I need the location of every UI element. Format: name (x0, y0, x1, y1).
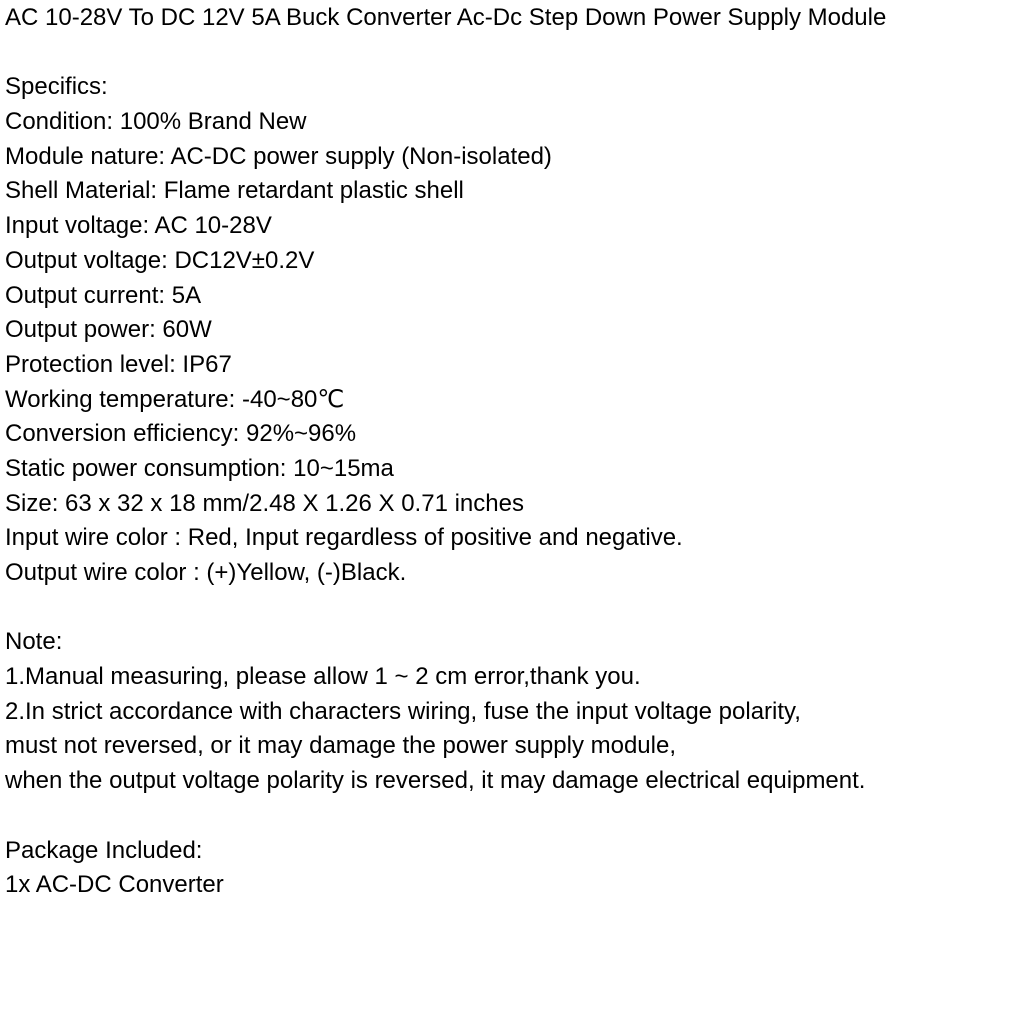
spec-line: Static power consumption: 10~15ma (5, 454, 394, 482)
spec-line: Output wire color : (+)Yellow, (-)Black. (5, 559, 407, 586)
package-section (5, 834, 1024, 903)
spec-line: Protection level: IP67 (5, 350, 232, 378)
spec-line: Condition: 100% Brand New (5, 108, 307, 136)
spec-line: Output voltage: DC12V±0.2V (5, 246, 315, 274)
note-line: 1.Manual measuring, please allow 1 ~ 2 cm error,thank you. (5, 663, 641, 691)
spec-line: Working temperature: -40~80℃ (5, 385, 345, 413)
spec-line: Input wire color : Red, Input regardless of positive and negative. (5, 524, 683, 552)
spec-line: Module nature: AC-DC power supply (Non-isolated) (5, 142, 552, 170)
spec-line: Output current: 5A (5, 281, 202, 309)
note-line: 2.In strict accordance with characters wiring, fuse the input voltage polarity, (5, 697, 801, 725)
note-line: when the output voltage polarity is reversed, it may damage electrical equipment. (5, 767, 866, 795)
note-section (5, 625, 1024, 798)
note-line: must not reversed, or it may damage the power supply module, (5, 732, 676, 760)
specifics-section (5, 70, 1024, 590)
spec-line: Input voltage: AC 10-28V (5, 212, 272, 240)
specifics-heading: Specifics: (5, 73, 108, 101)
spec-line: Size: 63 x 32 x 18 mm/2.48 X 1.26 X 0.71 inches (5, 489, 524, 517)
package-line: 1x AC-DC Converter (5, 871, 224, 899)
spec-line: Conversion efficiency: 92%~96% (5, 420, 357, 448)
note-heading: Note: (5, 628, 63, 656)
spec-line: Output power: 60W (5, 316, 212, 344)
product-title: AC 10-28V To DC 12V 5A Buck Converter Ac-Dc Step Down Power Supply Module (5, 4, 887, 31)
package-heading: Package Included: (5, 836, 203, 864)
spec-line: Shell Material: Flame retardant plastic shell (5, 177, 464, 205)
